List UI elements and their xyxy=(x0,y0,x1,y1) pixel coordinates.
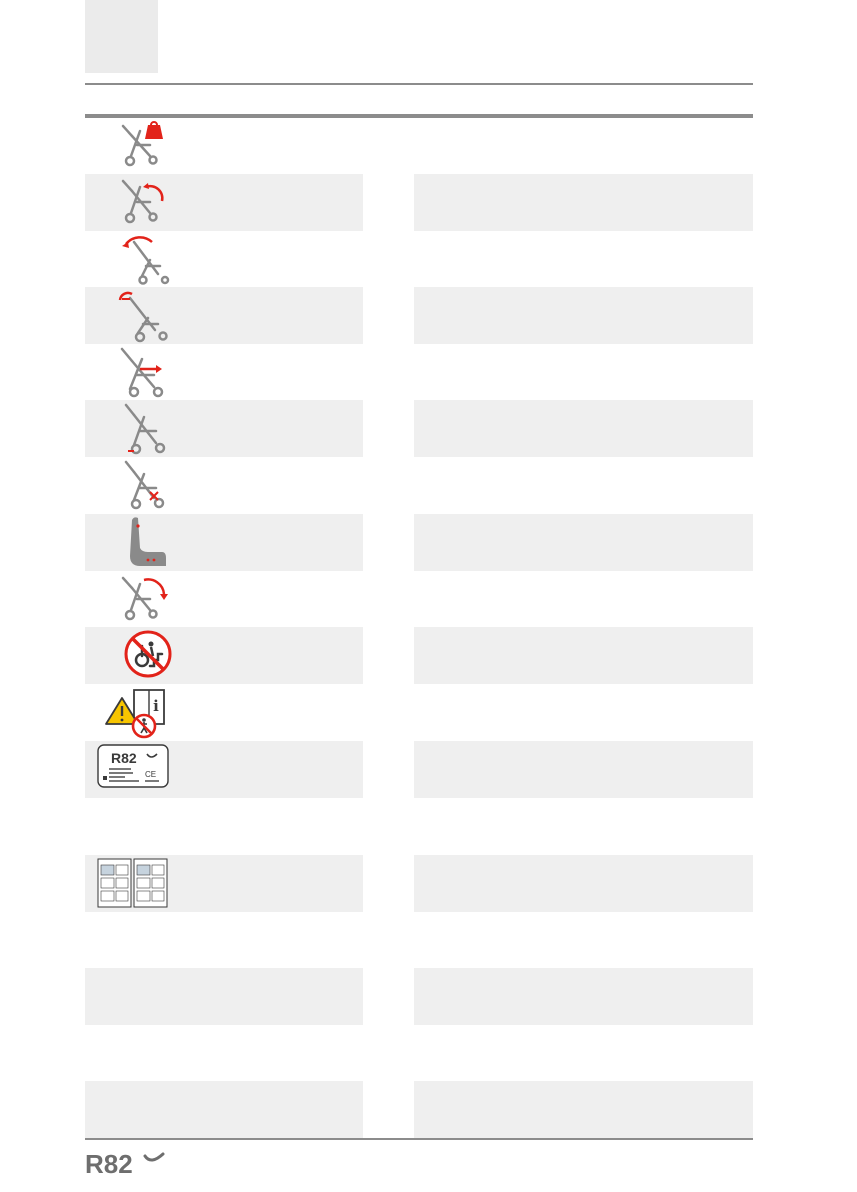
stroller-max-load-icon xyxy=(110,118,170,170)
footer-rule xyxy=(85,1138,753,1140)
user-manual-pages-icon xyxy=(97,857,169,909)
table-row-shade xyxy=(414,741,753,798)
page-corner-tab xyxy=(85,0,158,73)
header-rule xyxy=(85,83,753,85)
label-ce-mark: CE xyxy=(145,770,157,779)
no-escalator-use-icon xyxy=(124,630,172,678)
table-row-shade xyxy=(85,968,363,1025)
stroller-handle-release-icon xyxy=(110,288,170,344)
stroller-fold-icon xyxy=(110,572,170,626)
table-top-rule xyxy=(85,114,753,118)
table-row-shade xyxy=(414,1081,753,1138)
seat-adjustment-points-icon xyxy=(124,514,168,570)
table-row-shade xyxy=(414,627,753,684)
table-row-shade xyxy=(414,855,753,912)
stroller-handle-tilt-icon xyxy=(110,232,170,286)
product-label-icon xyxy=(97,744,169,788)
table-row-shade xyxy=(414,514,753,571)
stroller-handle-adjust-icon xyxy=(110,175,170,227)
warning-read-manual-icon xyxy=(104,686,170,740)
table-row-shade xyxy=(414,287,753,344)
label-brand-text: R82 xyxy=(111,750,137,766)
table-row-shade xyxy=(414,174,753,231)
r82-brand-logo xyxy=(85,1146,167,1180)
table-row-shade xyxy=(414,968,753,1025)
table-row-shade xyxy=(414,400,753,457)
table-row-shade xyxy=(85,1081,363,1138)
brand-logo-text: R82 xyxy=(85,1149,133,1179)
stroller-front-wheel-lock-icon xyxy=(110,458,170,514)
stroller-footrest-slide-icon xyxy=(110,345,170,399)
stroller-rear-wheel-brake-icon xyxy=(110,401,170,457)
svg-text:i: i xyxy=(153,697,159,715)
